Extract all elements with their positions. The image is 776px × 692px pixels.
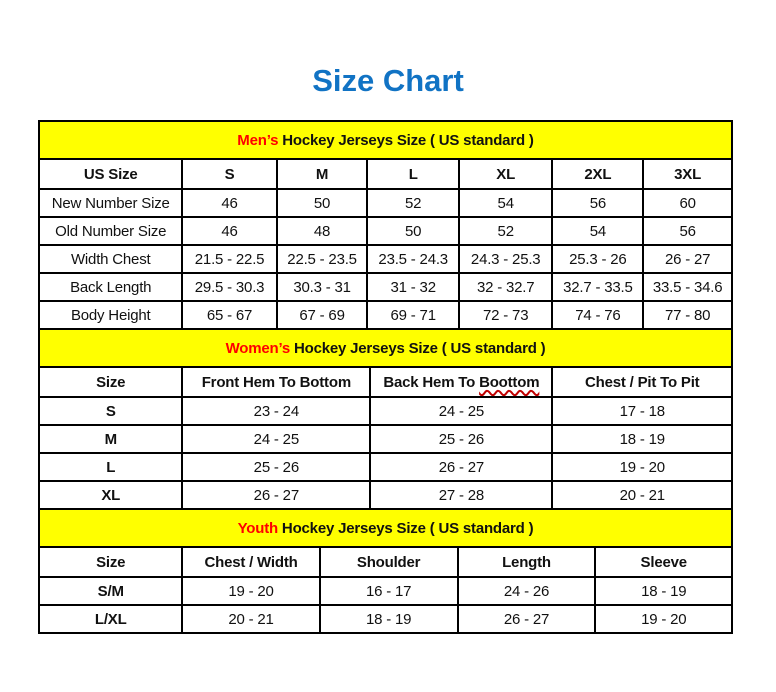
table-cell: 25.3 - 26 xyxy=(552,245,643,273)
column-header: Size xyxy=(39,367,182,397)
table-cell: 24 - 25 xyxy=(182,425,370,453)
table-cell: 56 xyxy=(643,217,732,245)
table-cell: 60 xyxy=(643,189,732,217)
column-header-text: Back Hem To xyxy=(383,373,480,391)
table-cell: 67 - 69 xyxy=(277,301,368,329)
table-cell: 19 - 20 xyxy=(595,605,732,633)
row-label: S/M xyxy=(39,577,182,605)
womens-banner-row xyxy=(39,329,732,367)
row-label: Back Length xyxy=(39,273,182,301)
row-label: Width Chest xyxy=(39,245,182,273)
table-cell: 27 - 28 xyxy=(370,481,552,509)
table-cell: 48 xyxy=(277,217,368,245)
table-cell: 26 - 27 xyxy=(458,605,596,633)
table-cell: 32.7 - 33.5 xyxy=(552,273,643,301)
table-row xyxy=(39,453,732,481)
row-label: New Number Size xyxy=(39,189,182,217)
row-label: S xyxy=(39,397,182,425)
table-row xyxy=(39,301,732,329)
youth-banner-text: Hockey Jerseys Size ( US standard ) xyxy=(277,519,534,537)
table-cell: 72 - 73 xyxy=(459,301,553,329)
table-cell: 50 xyxy=(367,217,458,245)
column-header: XL xyxy=(459,159,553,189)
table-cell: 25 - 26 xyxy=(182,453,370,481)
table-row xyxy=(39,217,732,245)
column-header: 3XL xyxy=(643,159,732,189)
row-label: M xyxy=(39,425,182,453)
table-cell: 19 - 20 xyxy=(552,453,732,481)
youth-header-row xyxy=(39,547,732,577)
table-cell: 26 - 27 xyxy=(370,453,552,481)
youth-banner xyxy=(39,509,732,547)
column-header xyxy=(370,367,552,397)
mens-banner-highlight: Men’s xyxy=(237,131,279,149)
table-cell: 20 - 21 xyxy=(182,605,319,633)
youth-banner-highlight: Youth xyxy=(237,519,278,537)
row-label: L/XL xyxy=(39,605,182,633)
page-title: Size Chart xyxy=(312,63,464,98)
table-cell: 23 - 24 xyxy=(182,397,370,425)
table-cell: 50 xyxy=(277,189,368,217)
table-cell: 26 - 27 xyxy=(643,245,732,273)
row-label: Body Height xyxy=(39,301,182,329)
table-cell: 46 xyxy=(182,217,276,245)
youth-size-table xyxy=(38,508,733,634)
mens-header-row xyxy=(39,159,732,189)
table-cell: 24 - 26 xyxy=(458,577,596,605)
table-cell: 54 xyxy=(459,189,553,217)
table-cell: 29.5 - 30.3 xyxy=(182,273,276,301)
column-header: Shoulder xyxy=(320,547,458,577)
table-cell: 24 - 25 xyxy=(370,397,552,425)
womens-banner-text: Hockey Jerseys Size ( US standard ) xyxy=(290,339,546,357)
table-cell: 17 - 18 xyxy=(552,397,732,425)
table-cell: 22.5 - 23.5 xyxy=(277,245,368,273)
table-row xyxy=(39,245,732,273)
column-header: M xyxy=(277,159,368,189)
table-cell: 69 - 71 xyxy=(367,301,458,329)
mens-banner-text: Hockey Jerseys Size ( US standard ) xyxy=(278,131,534,149)
table-cell: 52 xyxy=(367,189,458,217)
table-cell: 18 - 19 xyxy=(552,425,732,453)
column-header: Size xyxy=(39,547,182,577)
table-row xyxy=(39,605,732,633)
column-header: Chest / Width xyxy=(182,547,319,577)
table-cell: 77 - 80 xyxy=(643,301,732,329)
table-cell: 65 - 67 xyxy=(182,301,276,329)
row-label: XL xyxy=(39,481,182,509)
column-header: S xyxy=(182,159,276,189)
column-header: 2XL xyxy=(552,159,643,189)
table-cell: 16 - 17 xyxy=(320,577,458,605)
womens-banner-highlight: Women’s xyxy=(225,339,291,357)
column-header: Length xyxy=(458,547,596,577)
table-cell: 74 - 76 xyxy=(552,301,643,329)
table-cell: 32 - 32.7 xyxy=(459,273,553,301)
mens-banner-row xyxy=(39,121,732,159)
womens-header-row xyxy=(39,367,732,397)
mens-size-table xyxy=(38,120,733,330)
table-cell: 25 - 26 xyxy=(370,425,552,453)
table-row xyxy=(39,189,732,217)
table-cell: 31 - 32 xyxy=(367,273,458,301)
table-cell: 20 - 21 xyxy=(552,481,732,509)
column-header: US Size xyxy=(39,159,182,189)
table-row xyxy=(39,481,732,509)
table-cell: 46 xyxy=(182,189,276,217)
row-label: Old Number Size xyxy=(39,217,182,245)
table-cell: 18 - 19 xyxy=(595,577,732,605)
table-cell: 23.5 - 24.3 xyxy=(367,245,458,273)
row-label: L xyxy=(39,453,182,481)
table-cell: 26 - 27 xyxy=(182,481,370,509)
table-cell: 54 xyxy=(552,217,643,245)
column-header: Front Hem To Bottom xyxy=(182,367,370,397)
table-row xyxy=(39,425,732,453)
table-row xyxy=(39,397,732,425)
table-cell: 19 - 20 xyxy=(182,577,319,605)
column-header: Chest / Pit To Pit xyxy=(552,367,732,397)
column-header: L xyxy=(367,159,458,189)
table-row xyxy=(39,577,732,605)
table-row xyxy=(39,273,732,301)
womens-banner xyxy=(39,329,732,367)
table-cell: 30.3 - 31 xyxy=(277,273,368,301)
mens-banner xyxy=(39,121,732,159)
misspelled-word: Boottom xyxy=(479,373,540,391)
table-cell: 33.5 - 34.6 xyxy=(643,273,732,301)
youth-banner-row xyxy=(39,509,732,547)
table-cell: 56 xyxy=(552,189,643,217)
table-cell: 52 xyxy=(459,217,553,245)
table-cell: 24.3 - 25.3 xyxy=(459,245,553,273)
tables-container xyxy=(38,120,733,634)
table-cell: 18 - 19 xyxy=(320,605,458,633)
womens-size-table xyxy=(38,328,733,510)
column-header: Sleeve xyxy=(595,547,732,577)
table-cell: 21.5 - 22.5 xyxy=(182,245,276,273)
